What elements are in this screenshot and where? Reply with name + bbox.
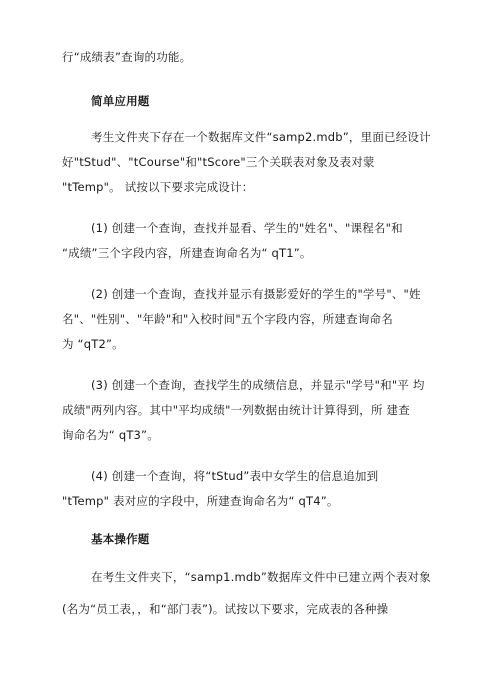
text-line: 考生文件夹下存在一个数据库文件“samp2.mdb”，里面已经设计 (91, 130, 431, 144)
text-line: (3) 创建一个查询，查找学生的成绩信息，并显示"学号"和"平 均 (91, 378, 425, 392)
section-heading: 基本操作题 (91, 532, 150, 546)
text-line: “成绩”三个字段内容，所建查询命名为“ qT1”。 (62, 246, 312, 260)
text-line: 名"、"性别"、"年龄"和"入校时间"五个字段内容，所建查询命名 (62, 312, 393, 326)
text-line: (名为“员工表，，和“部门表”)。试按以下要求，完成表的各种操 (62, 602, 389, 616)
text-line: 成绩"两列内容。其中"平均成绩"一列数据由统计计算得到，所 建查 (62, 403, 410, 417)
text-line: 好"tStud"、"tCourse"和"tScore"三个关联表对象及表对蒙 (62, 155, 375, 169)
text-line: 行“成绩表”查询的功能。 (62, 50, 192, 64)
text-line: "tTemp"。 试按以下要求完成设计： (62, 180, 254, 194)
text-line: 在考生文件夹下，“samp1.mdb”数据库文件中已建立两个表对象 (91, 570, 431, 584)
text-line: (1) 创建一个查询，查找并显看、学生的"姓名"、"课程名"和 (91, 221, 403, 235)
text-line: (4) 创建一个查询，将“tStud”表中女学生的信息追加到 (91, 469, 379, 483)
text-line: 询命名为“ qT3”。 (62, 428, 159, 442)
text-line: (2) 创建一个查询，查找并显示有摄影爱好的学生的"学号"、"姓 (91, 287, 421, 301)
text-line: 为 “qT2”。 (62, 337, 124, 351)
section-heading: 简单应用题 (91, 94, 150, 108)
text-line: "tTemp" 表对应的字段中，所建查询命名为“ qT4”。 (62, 494, 339, 508)
